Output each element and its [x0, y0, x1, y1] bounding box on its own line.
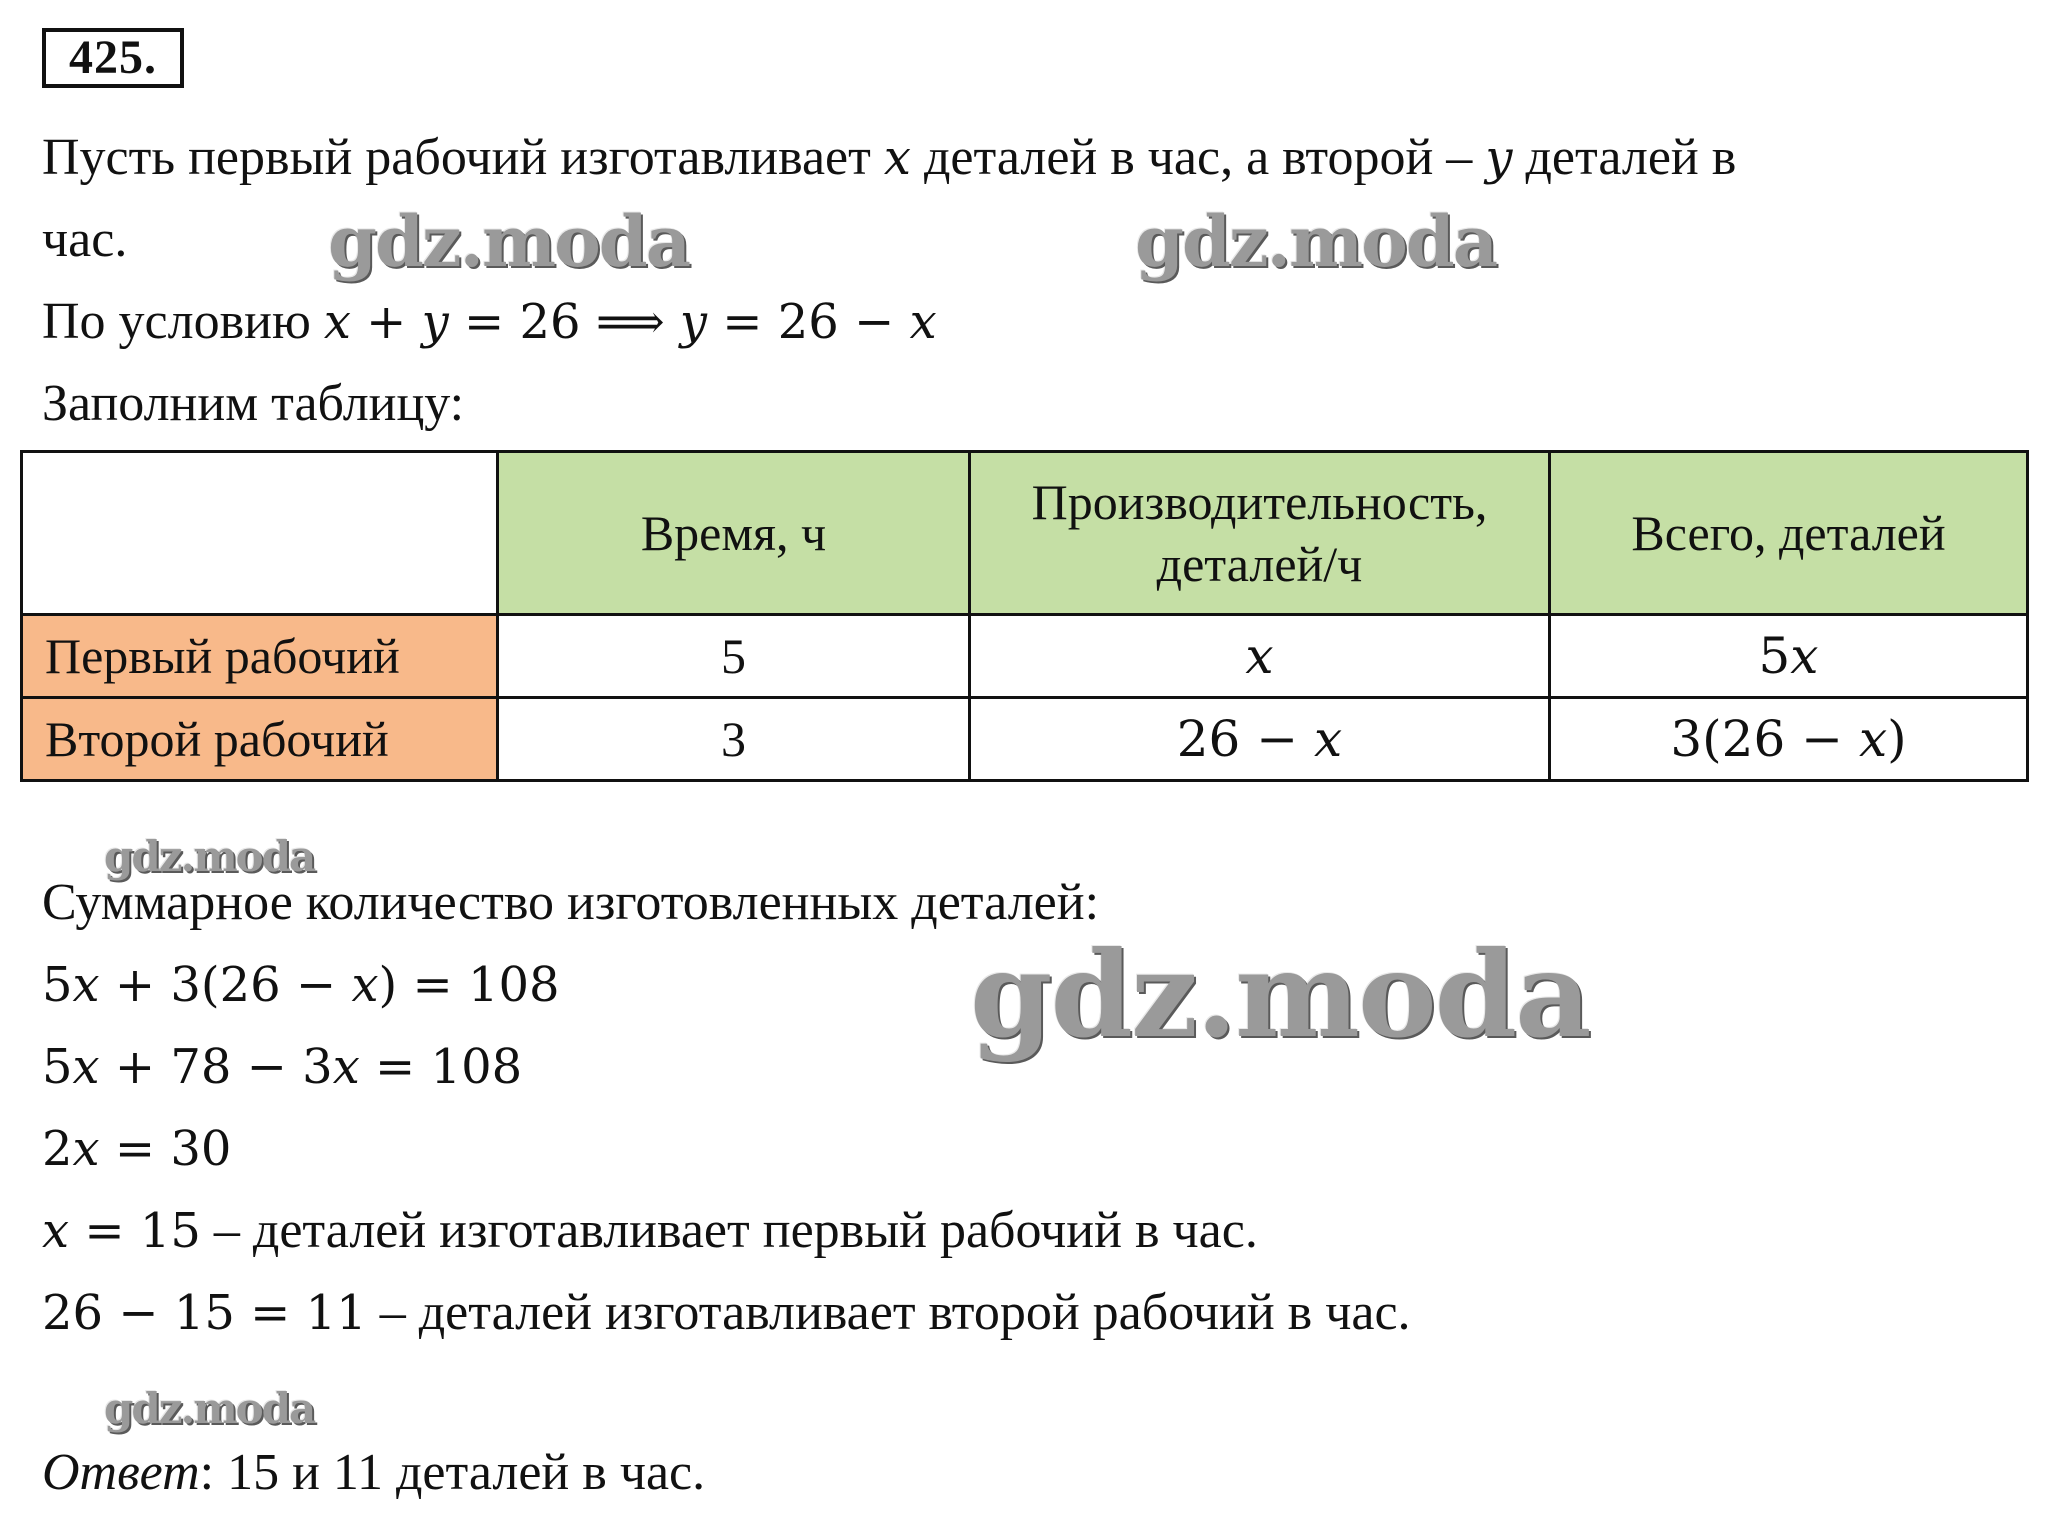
sum-label: Суммарное количество изготовленных деталей: — [42, 874, 1100, 931]
condition-var-x: x — [323, 294, 351, 350]
watermark: gdz.moda — [328, 200, 690, 283]
table-row — [22, 615, 2028, 698]
eq4-text: – деталей изготавливает первый рабочий в час. — [200, 1202, 1258, 1259]
header-time: Время, ч — [498, 452, 970, 615]
equation-5 — [42, 1283, 1411, 1343]
intro-line-1 — [42, 128, 1736, 188]
table-corner-cell — [22, 452, 498, 615]
eq1-x: x — [72, 957, 100, 1013]
watermark: gdz.moda — [104, 1384, 315, 1433]
eq3-x: x — [72, 1121, 100, 1177]
problem-number: 425. — [42, 28, 184, 88]
answer-line — [42, 1443, 705, 1503]
condition-plus: + — [350, 294, 422, 350]
eq4-x: x — [42, 1203, 70, 1259]
condition-var-y: y — [421, 294, 449, 350]
intro-var-y: y — [1485, 130, 1513, 186]
intro-var-x: x — [883, 130, 911, 186]
eq2-c: = 108 — [359, 1039, 523, 1095]
condition-var-y2: y — [679, 294, 708, 350]
condition-prefix: По условию — [42, 293, 324, 350]
eq2-a: 5 — [42, 1039, 73, 1095]
equation-1 — [42, 955, 560, 1015]
cell-second-productivity-var: x — [1314, 710, 1343, 768]
header-total: Всего, деталей — [1550, 452, 2028, 615]
table-header-row — [22, 452, 2028, 615]
cell-second-total — [1550, 698, 2028, 781]
equation-3 — [42, 1119, 231, 1179]
table-row — [22, 698, 2028, 781]
equation-4 — [42, 1201, 1258, 1261]
row-label-second-worker: Второй рабочий — [22, 698, 498, 781]
eq1-x2: x — [351, 957, 379, 1013]
intro-text-c: деталей в — [1512, 129, 1737, 186]
eq1-b: + 3(26 − — [99, 957, 352, 1013]
watermark: gdz.moda — [104, 832, 315, 881]
cell-second-total-prefix: 3(26 − — [1670, 710, 1859, 768]
cell-first-productivity-var: x — [1245, 627, 1274, 685]
cell-first-time: 5 — [498, 615, 970, 698]
cell-first-total-var: x — [1790, 627, 1819, 685]
answer-label: Ответ — [42, 1444, 200, 1501]
cell-first-total-prefix: 5 — [1758, 627, 1791, 685]
eq2-x: x — [72, 1039, 100, 1095]
condition-var-x2: x — [909, 294, 937, 350]
cell-first-total — [1550, 615, 2028, 698]
intro-text-b: деталей в час, а второй – — [910, 129, 1486, 186]
header-productivity — [970, 452, 1550, 615]
eq3-b: = 30 — [99, 1121, 232, 1177]
eq1-a: 5 — [42, 957, 73, 1013]
cell-second-productivity — [970, 698, 1550, 781]
cell-second-productivity-prefix: 26 − — [1176, 710, 1315, 768]
watermark: gdz.moda — [970, 925, 1590, 1064]
solution-table — [20, 450, 2029, 782]
cell-second-time: 3 — [498, 698, 970, 781]
eq4-b: = 15 — [69, 1203, 201, 1259]
intro-line-2: час. — [42, 211, 128, 268]
eq2-x2: x — [332, 1039, 360, 1095]
answer-text: : 15 и 11 деталей в час. — [199, 1444, 706, 1501]
eq5-text: – деталей изготавливает второй рабочий в час. — [366, 1284, 1411, 1341]
watermark: gdz.moda — [1135, 200, 1497, 283]
eq5-b: 26 − 15 = 11 — [42, 1285, 367, 1341]
eq3-a: 2 — [42, 1121, 73, 1177]
cell-second-total-var: x — [1858, 710, 1888, 768]
eq2-b: + 78 − 3 — [99, 1039, 333, 1095]
row-label-first-worker: Первый рабочий — [22, 615, 498, 698]
header-productivity-line1: Производительность, — [1031, 474, 1488, 530]
equation-2 — [42, 1037, 522, 1097]
cell-first-productivity — [970, 615, 1550, 698]
cell-second-total-suffix: ) — [1887, 710, 1907, 768]
condition-line — [42, 292, 937, 352]
intro-text-a: Пусть первый рабочий изготавливает — [42, 129, 884, 186]
condition-eq-26: = 26 ⟹ — [448, 294, 680, 350]
fill-table-label: Заполним таблицу: — [42, 375, 465, 432]
header-productivity-line2: деталей/ч — [1156, 536, 1363, 592]
eq1-c: ) = 108 — [378, 957, 560, 1013]
condition-eq-minus: = 26 − — [707, 294, 910, 350]
